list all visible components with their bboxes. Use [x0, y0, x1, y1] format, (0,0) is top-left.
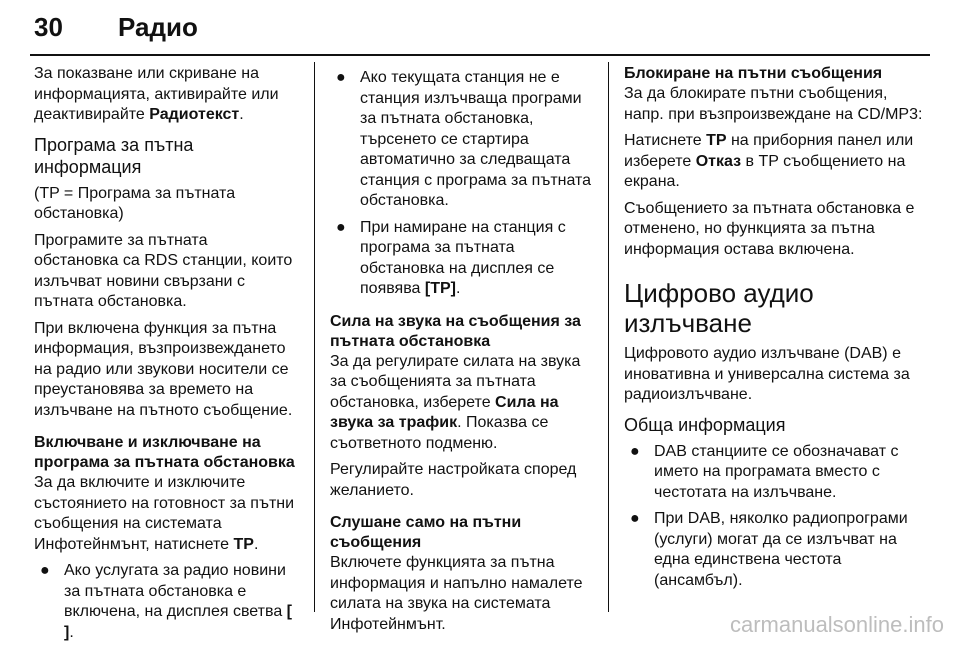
heading-tp-volume: Сила на звука на съобщения за пътната обстановка: [330, 312, 581, 350]
header-rule: [30, 54, 930, 56]
bullet-icon: ●: [630, 510, 640, 527]
bullet-icon: ●: [336, 69, 346, 86]
paragraph-tp-cancelled: Съобщението за пътната обстановка е отменено, но функцията за пътна информация остава включена.: [624, 199, 915, 258]
list-dab-info: [624, 442, 924, 592]
heading-tp-onoff: Включване и изключване на програма за пътната обстановка: [34, 434, 295, 471]
page-number: 30: [34, 12, 63, 42]
column-3: [624, 64, 924, 597]
paragraph-tp-stations: Програмите за пътната обстановка са RDS станции, които излъчват новини свързани с пътната обстановка.: [34, 231, 293, 310]
paragraph-tp-press: За да включите и изключите състоянието на готовност за пътни съобщения на системата Инфотейнмънт, натиснете TP.: [34, 474, 295, 553]
list-item: ● DAB станциите се обозначават с името на програмата вместо с честотата на излъчване.: [630, 442, 899, 501]
page-header: [0, 0, 960, 56]
watermark: carmanualsonline.info: [729, 612, 944, 637]
paragraph-dab-intro: Цифровото аудио излъчване (DAB) е иновативна и универсална система за радиоизлъчване.: [624, 345, 910, 403]
chapter-title: Радио: [118, 12, 198, 42]
bullet-icon: ●: [336, 218, 346, 236]
paragraph-tp-cancel: Натиснете TP на приборния панел или изберете Отказ в TP съобщението на екрана.: [624, 132, 914, 190]
paragraph-tp-volume: За да регулирате силата на звука за съобщенията за пътната обстановка, изберете Сила на звука за трафик. Показва се съответното подменю.: [330, 352, 581, 452]
paragraph-tp-listen-only: Включете функцията за пътна информация и напълно намалете силата на звука на системата Инфотейнмънт.: [330, 554, 583, 633]
list-item: ● При DAB, няколко радиопрограми (услуги) могат да се излъчват на една единствена честота (ансамбъл).: [630, 510, 908, 589]
heading-traffic-program: Програма за пътна информация: [34, 134, 194, 177]
column-1: [34, 64, 296, 649]
heading-general-info: Обща информация: [624, 414, 786, 435]
column-divider-2: [608, 62, 609, 612]
bullet-icon: ●: [40, 562, 50, 579]
list-item: ● Ако текущата станция не е станция излъчваща програми за пътната обстановка, търсенето се стартира автоматично за следващата станция с програма за пътната обстановка.: [336, 69, 592, 209]
paragraph-radiotext: За показване или скриване на информацията, активирайте или деактивирайте Радиотекст.: [34, 65, 279, 123]
bullet-icon: ●: [630, 442, 640, 460]
heading-tp-listen-only: Слушане само на пътни съобщения: [330, 514, 522, 551]
paragraph-tp-interrupt: При включена функция за пътна информация, възпроизвеждането на радио или звукови носители се преустановява за времето на излъчване на пътното съобщение.: [34, 319, 293, 419]
paragraph-tp-adjust: Регулирайте настройката според желанието.: [330, 461, 577, 499]
list-tp-search: [330, 68, 596, 300]
list-item: ● При намиране на станция с програма за пътната обстановка на дисплея се появява [TP].: [336, 218, 566, 297]
column-2: [330, 64, 596, 641]
list-tp-onoff: [34, 561, 296, 643]
paragraph-tp-block: За да блокирате пътни съобщения, напр. при възпроизвеждане на CD/MP3:: [624, 85, 923, 123]
heading-tp-block: Блокиране на пътни съобщения: [624, 65, 883, 82]
radiotext-term: Радиотекст: [149, 106, 240, 123]
paragraph-tp-definition: (TP = Програма за пътната обстановка): [34, 184, 236, 222]
heading-dab: Цифрово аудио излъчване: [624, 278, 814, 338]
column-divider-1: [314, 62, 315, 612]
list-item: ● Ако услугата за радио новини за пътната обстановка е включена, на дисплея светва [ ].: [40, 562, 292, 641]
